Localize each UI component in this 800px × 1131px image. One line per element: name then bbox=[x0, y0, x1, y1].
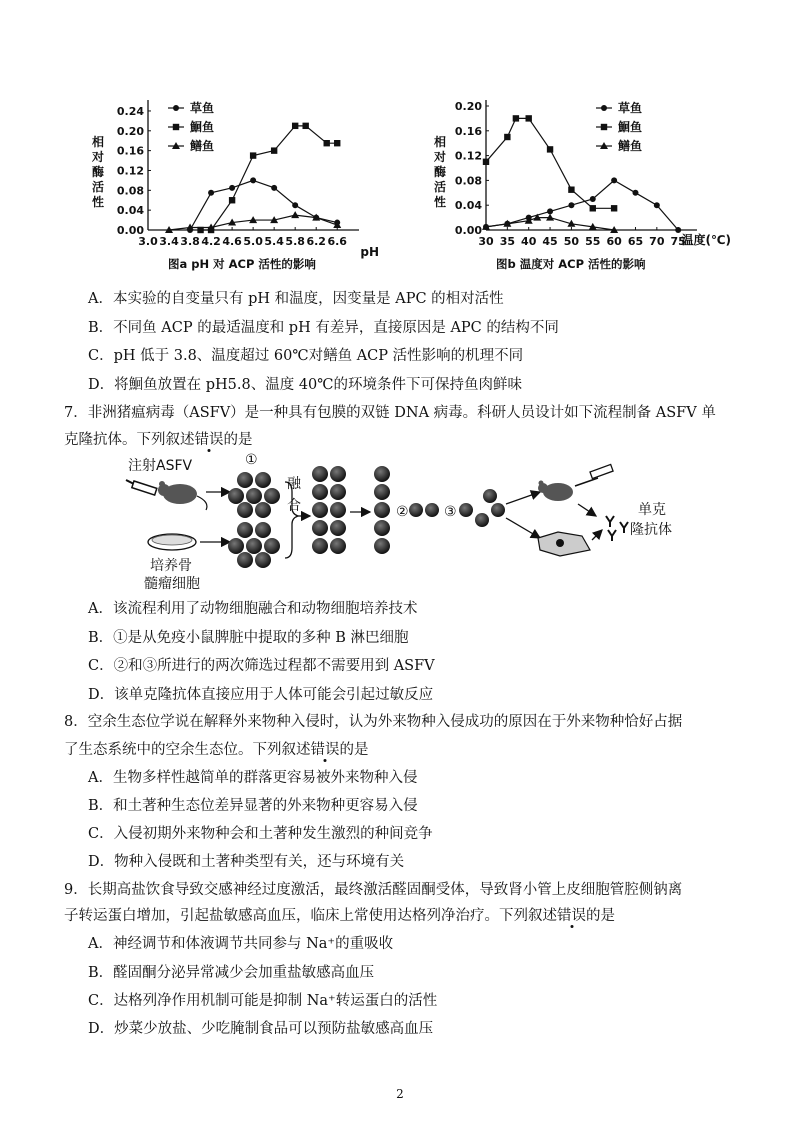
x-tick-label: 40 bbox=[521, 235, 537, 248]
data-point bbox=[271, 147, 277, 153]
y-tick-label: 0.00 bbox=[454, 224, 482, 237]
q6-option-b: B．不同鱼 ACP 的最适温度和 pH 有差异，直接原因是 APC 的结构不同 bbox=[88, 320, 559, 336]
q8-option-b: B．和土著种生态位差异显著的外来物种更容易入侵 bbox=[88, 798, 418, 814]
q8-emphasis: 错误 bbox=[310, 742, 340, 758]
data-point bbox=[632, 190, 638, 196]
culture-label-2: 髓瘤细胞 bbox=[144, 576, 200, 592]
data-point bbox=[302, 123, 308, 129]
data-point bbox=[292, 123, 298, 129]
x-tick-label: 3.0 bbox=[138, 235, 158, 248]
x-tick-label: 6.2 bbox=[306, 235, 326, 248]
y-tick-label: 0.04 bbox=[454, 199, 482, 213]
y-axis-label-char: 酶 bbox=[433, 165, 447, 179]
petri-dish-icon bbox=[148, 534, 196, 550]
clone-cells bbox=[459, 489, 505, 527]
page-number: 2 bbox=[396, 1087, 404, 1101]
x-tick-label: 4.6 bbox=[222, 235, 242, 248]
chart-caption: 图a pH 对 ACP 活性的影响 bbox=[168, 257, 316, 271]
q7-monoclonal-antibody-diagram bbox=[120, 452, 700, 592]
screened-cells bbox=[374, 466, 390, 554]
series-line-1 bbox=[486, 118, 614, 208]
result-label-2: 隆抗体 bbox=[630, 522, 672, 538]
y-axis-label-char: 相 bbox=[433, 135, 447, 149]
x-tick-label: 4.2 bbox=[201, 235, 221, 248]
data-point bbox=[611, 177, 617, 183]
q6-option-a: A．本实验的自变量只有 pH 和温度，因变量是 APC 的相对活性 bbox=[88, 291, 504, 307]
culture-label-1: 培养骨 bbox=[150, 558, 192, 574]
q8-stem-line2: 了生态系统中的空余生态位。下列叙述错误的是 bbox=[64, 742, 369, 758]
x-tick-label: 45 bbox=[542, 235, 558, 248]
data-point bbox=[229, 197, 235, 203]
y-tick-label: 0.16 bbox=[116, 144, 144, 158]
x-tick-label: 5.8 bbox=[285, 235, 305, 248]
x-tick-label: 35 bbox=[499, 235, 516, 248]
data-point bbox=[526, 115, 532, 121]
y-axis-label-char: 相 bbox=[91, 135, 105, 149]
x-axis-label: pH bbox=[360, 245, 379, 259]
q7-emphasis: 错误 bbox=[194, 432, 224, 448]
q9-option-b: B．醛固酮分泌异常减少会加重盐敏感高血压 bbox=[88, 965, 375, 981]
x-tick-label: 30 bbox=[478, 235, 494, 248]
data-point bbox=[654, 202, 660, 208]
fuse-label-1: 融 bbox=[287, 476, 301, 492]
x-tick-label: 5.4 bbox=[264, 235, 284, 248]
chart-caption: 图b 温度对 ACP 活性的影响 bbox=[496, 257, 646, 271]
legend-label: 鳝鱼 bbox=[190, 139, 215, 153]
y-axis-label-char: 性 bbox=[91, 195, 105, 209]
y-tick-label: 0.12 bbox=[454, 149, 482, 163]
inject-label: 注射ASFV bbox=[128, 458, 193, 474]
data-point bbox=[271, 185, 277, 191]
syringe-icon bbox=[575, 464, 613, 486]
y-axis-label-char: 活 bbox=[91, 180, 105, 194]
b-cells bbox=[228, 472, 280, 518]
data-point bbox=[568, 202, 574, 208]
legend-marker bbox=[601, 124, 607, 130]
data-point bbox=[250, 152, 256, 158]
y-axis-label-char: 对 bbox=[91, 150, 105, 164]
mouse-icon bbox=[158, 481, 207, 510]
y-tick-label: 0.16 bbox=[454, 124, 482, 138]
x-tick-label: 75 bbox=[670, 235, 686, 248]
x-tick-label: 3.4 bbox=[159, 235, 179, 248]
legend-marker bbox=[173, 124, 179, 130]
legend-label: 鮰鱼 bbox=[190, 120, 215, 134]
data-point bbox=[504, 134, 510, 140]
series-line-0 bbox=[190, 180, 337, 230]
y-tick-label: 0.20 bbox=[116, 124, 144, 138]
q8-option-d: D．物种入侵既和土著种类型有关，还与环境有关 bbox=[88, 854, 405, 870]
data-point bbox=[291, 211, 299, 218]
y-axis-label-char: 性 bbox=[433, 195, 447, 209]
myeloma-cells bbox=[228, 522, 280, 568]
data-point bbox=[208, 190, 214, 196]
q6-option-d: D．将鮰鱼放置在 pH5.8、温度 40℃的环境条件下可保持鱼肉鲜味 bbox=[88, 377, 522, 393]
q9-option-c: C．达格列净作用机制可能是抑制 Na⁺转运蛋白的活性 bbox=[88, 993, 438, 1009]
y-axis-label-char: 活 bbox=[433, 180, 447, 194]
data-point bbox=[590, 196, 596, 202]
legend-label: 草鱼 bbox=[190, 101, 215, 115]
data-point bbox=[590, 205, 596, 211]
arrow bbox=[592, 530, 602, 540]
q8-option-a: A．生物多样性越简单的群落更容易被外来物种入侵 bbox=[88, 770, 418, 786]
x-tick-label: 50 bbox=[563, 235, 580, 248]
x-tick-label: 55 bbox=[585, 235, 601, 248]
chart-temperature-effect bbox=[418, 92, 738, 282]
chart-ph-effect bbox=[80, 92, 400, 282]
x-tick-label: 6.6 bbox=[327, 235, 347, 248]
culture-flask-icon bbox=[538, 532, 590, 556]
data-point bbox=[292, 202, 298, 208]
y-tick-label: 0.08 bbox=[116, 184, 144, 198]
q7-stem-line2: 克隆抗体。下列叙述错误的是 bbox=[64, 432, 253, 448]
q7-option-b: B．①是从免疫小鼠脾脏中提取的多种 B 淋巴细胞 bbox=[88, 630, 409, 646]
y-axis-label-char: 对 bbox=[433, 150, 447, 164]
data-point bbox=[334, 140, 340, 146]
y-tick-label: 0.00 bbox=[116, 224, 144, 237]
legend-marker bbox=[601, 105, 607, 111]
antibody-icons bbox=[606, 516, 628, 541]
y-tick-label: 0.24 bbox=[116, 104, 144, 118]
data-point bbox=[513, 115, 519, 121]
data-point bbox=[483, 159, 489, 165]
data-point bbox=[547, 208, 553, 214]
x-tick-label: 5.0 bbox=[243, 235, 263, 248]
q7-option-a: A．该流程利用了动物细胞融合和动物细胞培养技术 bbox=[88, 601, 418, 617]
data-point bbox=[324, 140, 330, 146]
q8-stem-line1: 8．空余生态位学说在解释外来物种入侵时，认为外来物种入侵成功的原因在于外来物种恰好占据 bbox=[64, 714, 683, 730]
y-tick-label: 0.20 bbox=[454, 100, 482, 113]
step3-label: ③ bbox=[444, 504, 457, 520]
x-axis-label: 温度(℃) bbox=[681, 233, 731, 247]
step1-label: ① bbox=[245, 452, 258, 468]
q9-stem-line1: 9．长期高盐饮食导致交感神经过度激活，最终激活醛固酮受体，导致肾小管上皮细胞管腔侧钠离 bbox=[64, 882, 683, 898]
q9-option-a: A．神经调节和体液调节共同参与 Na⁺的重吸收 bbox=[88, 936, 394, 952]
x-tick-label: 70 bbox=[649, 235, 665, 248]
x-tick-label: 65 bbox=[627, 235, 644, 248]
q8-option-c: C．入侵初期外来物种会和土著种发生激烈的种间竞争 bbox=[88, 826, 433, 842]
y-axis-label-char: 酶 bbox=[91, 165, 105, 179]
q9-option-d: D．炒菜少放盐、少吃腌制食品可以预防盐敏感高血压 bbox=[88, 1021, 434, 1037]
series-line-1 bbox=[201, 126, 338, 230]
data-point bbox=[611, 205, 617, 211]
data-point bbox=[568, 187, 574, 193]
legend-label: 草鱼 bbox=[618, 101, 643, 115]
y-tick-label: 0.04 bbox=[116, 204, 144, 218]
hybridoma-cells bbox=[409, 503, 439, 517]
mouse-icon bbox=[538, 481, 573, 502]
q9-emphasis: 错误 bbox=[557, 908, 586, 924]
arrow bbox=[506, 492, 540, 504]
y-tick-label: 0.08 bbox=[454, 174, 482, 188]
q7-option-c: C．②和③所进行的两次筛选过程都不需要用到 ASFV bbox=[88, 658, 435, 674]
data-point bbox=[229, 185, 235, 191]
data-point bbox=[250, 177, 256, 183]
q6-option-c: C．pH 低于 3.8、温度超过 60℃对鳝鱼 ACP 活性影响的机理不同 bbox=[88, 348, 524, 364]
arrow bbox=[506, 518, 540, 538]
result-label-1: 单克 bbox=[638, 502, 666, 518]
data-point bbox=[547, 146, 553, 152]
step2-label: ② bbox=[396, 504, 409, 520]
legend-label: 鳝鱼 bbox=[618, 139, 643, 153]
x-tick-label: 60 bbox=[606, 235, 622, 248]
legend-marker bbox=[173, 105, 179, 111]
q7-stem-line1: 7．非洲猪瘟病毒（ASFV）是一种具有包膜的双链 DNA 病毒。科研人员设计如下流程制备 ASFV 单 bbox=[64, 405, 716, 421]
q7-option-d: D．该单克隆抗体直接应用于人体可能会引起过敏反应 bbox=[88, 687, 434, 703]
fused-cells bbox=[312, 466, 346, 554]
legend-label: 鮰鱼 bbox=[618, 120, 643, 134]
q9-stem-line2: 子转运蛋白增加，引起盐敏感高血压，临床上常使用达格列净治疗。下列叙述错误的是 bbox=[64, 908, 615, 924]
x-tick-label: 3.8 bbox=[180, 235, 200, 248]
y-tick-label: 0.12 bbox=[116, 164, 144, 178]
fuse-label-2: 合 bbox=[287, 498, 301, 514]
data-point bbox=[675, 227, 681, 233]
arrow bbox=[578, 504, 596, 516]
